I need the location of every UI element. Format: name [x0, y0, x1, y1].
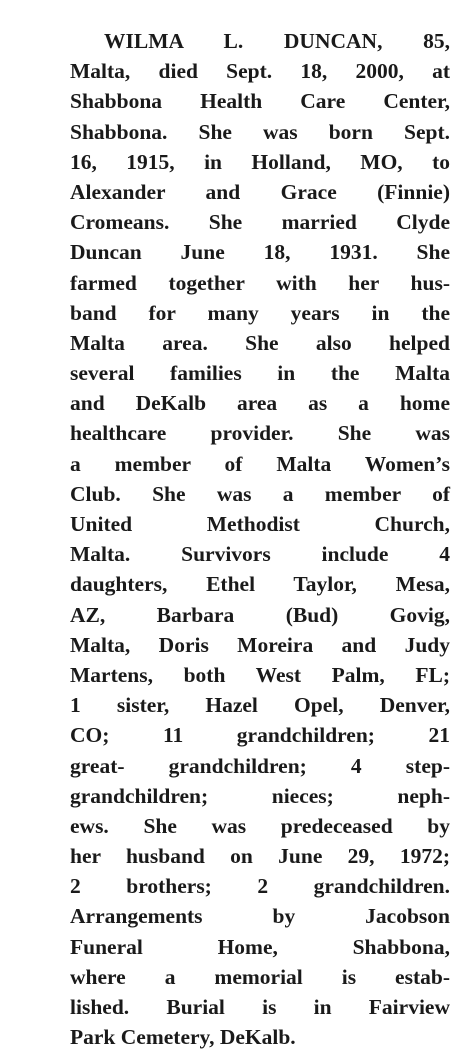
obituary-line: farmed together with her hus-: [70, 270, 450, 295]
obituary-line: a member of Malta Women’s: [70, 451, 450, 476]
obituary-line: CO; 11 grandchildren; 21: [70, 723, 450, 748]
obituary-line: Funeral Home, Shabbona,: [70, 934, 450, 959]
obituary-line: band for many years in the: [70, 300, 450, 325]
obituary-line: Malta area. She also helped: [70, 330, 450, 355]
obituary-line: ews. She was predeceased by: [70, 813, 450, 838]
obituary-line: Cromeans. She married Clyde: [70, 210, 450, 235]
obituary-line: daughters, Ethel Taylor, Mesa,: [70, 572, 450, 597]
obituary-line: Park Cemetery, DeKalb.: [70, 1025, 296, 1050]
obituary-line: healthcare provider. She was: [70, 421, 450, 446]
obituary-line: lished. Burial is in Fairview: [70, 995, 450, 1019]
obituary-line: several families in the Malta: [70, 361, 450, 386]
obituary-line: Alexander and Grace (Finnie): [70, 179, 450, 204]
obituary-line: where a memorial is estab-: [70, 964, 450, 989]
obituary-line: United Methodist Church,: [70, 512, 450, 536]
obituary-line: Duncan June 18, 1931. She: [70, 240, 450, 265]
obituary-line: great- grandchildren; 4 step-: [70, 753, 450, 778]
obituary-line: Club. She was a member of: [70, 481, 450, 506]
obituary-line: Malta, Doris Moreira and Judy: [70, 632, 450, 657]
obituary-line: Malta, died Sept. 18, 2000, at: [70, 59, 450, 84]
obituary-line: 2 brothers; 2 grandchildren.: [70, 874, 450, 899]
obituary-line: Arrangements by Jacobson: [70, 904, 450, 929]
obituary-line: grandchildren; nieces; neph-: [70, 783, 450, 808]
obituary-line: AZ, Barbara (Bud) Govig,: [70, 602, 450, 627]
obituary-line: Shabbona Health Care Center,: [70, 89, 450, 114]
obituary-line: her husband on June 29, 1972;: [70, 844, 450, 869]
obituary-line: 1 sister, Hazel Opel, Denver,: [70, 693, 450, 718]
obituary-clipping: [70, 26, 450, 1052]
obituary-line: Malta. Survivors include 4: [70, 542, 450, 567]
obituary-line: and DeKalb area as a home: [70, 391, 450, 416]
obituary-line: WILMA L. DUNCAN, 85,: [104, 29, 450, 53]
obituary-line: Martens, both West Palm, FL;: [70, 662, 450, 687]
obituary-line: 16, 1915, in Holland, MO, to: [70, 149, 450, 174]
obituary-line: Shabbona. She was born Sept.: [70, 119, 450, 144]
